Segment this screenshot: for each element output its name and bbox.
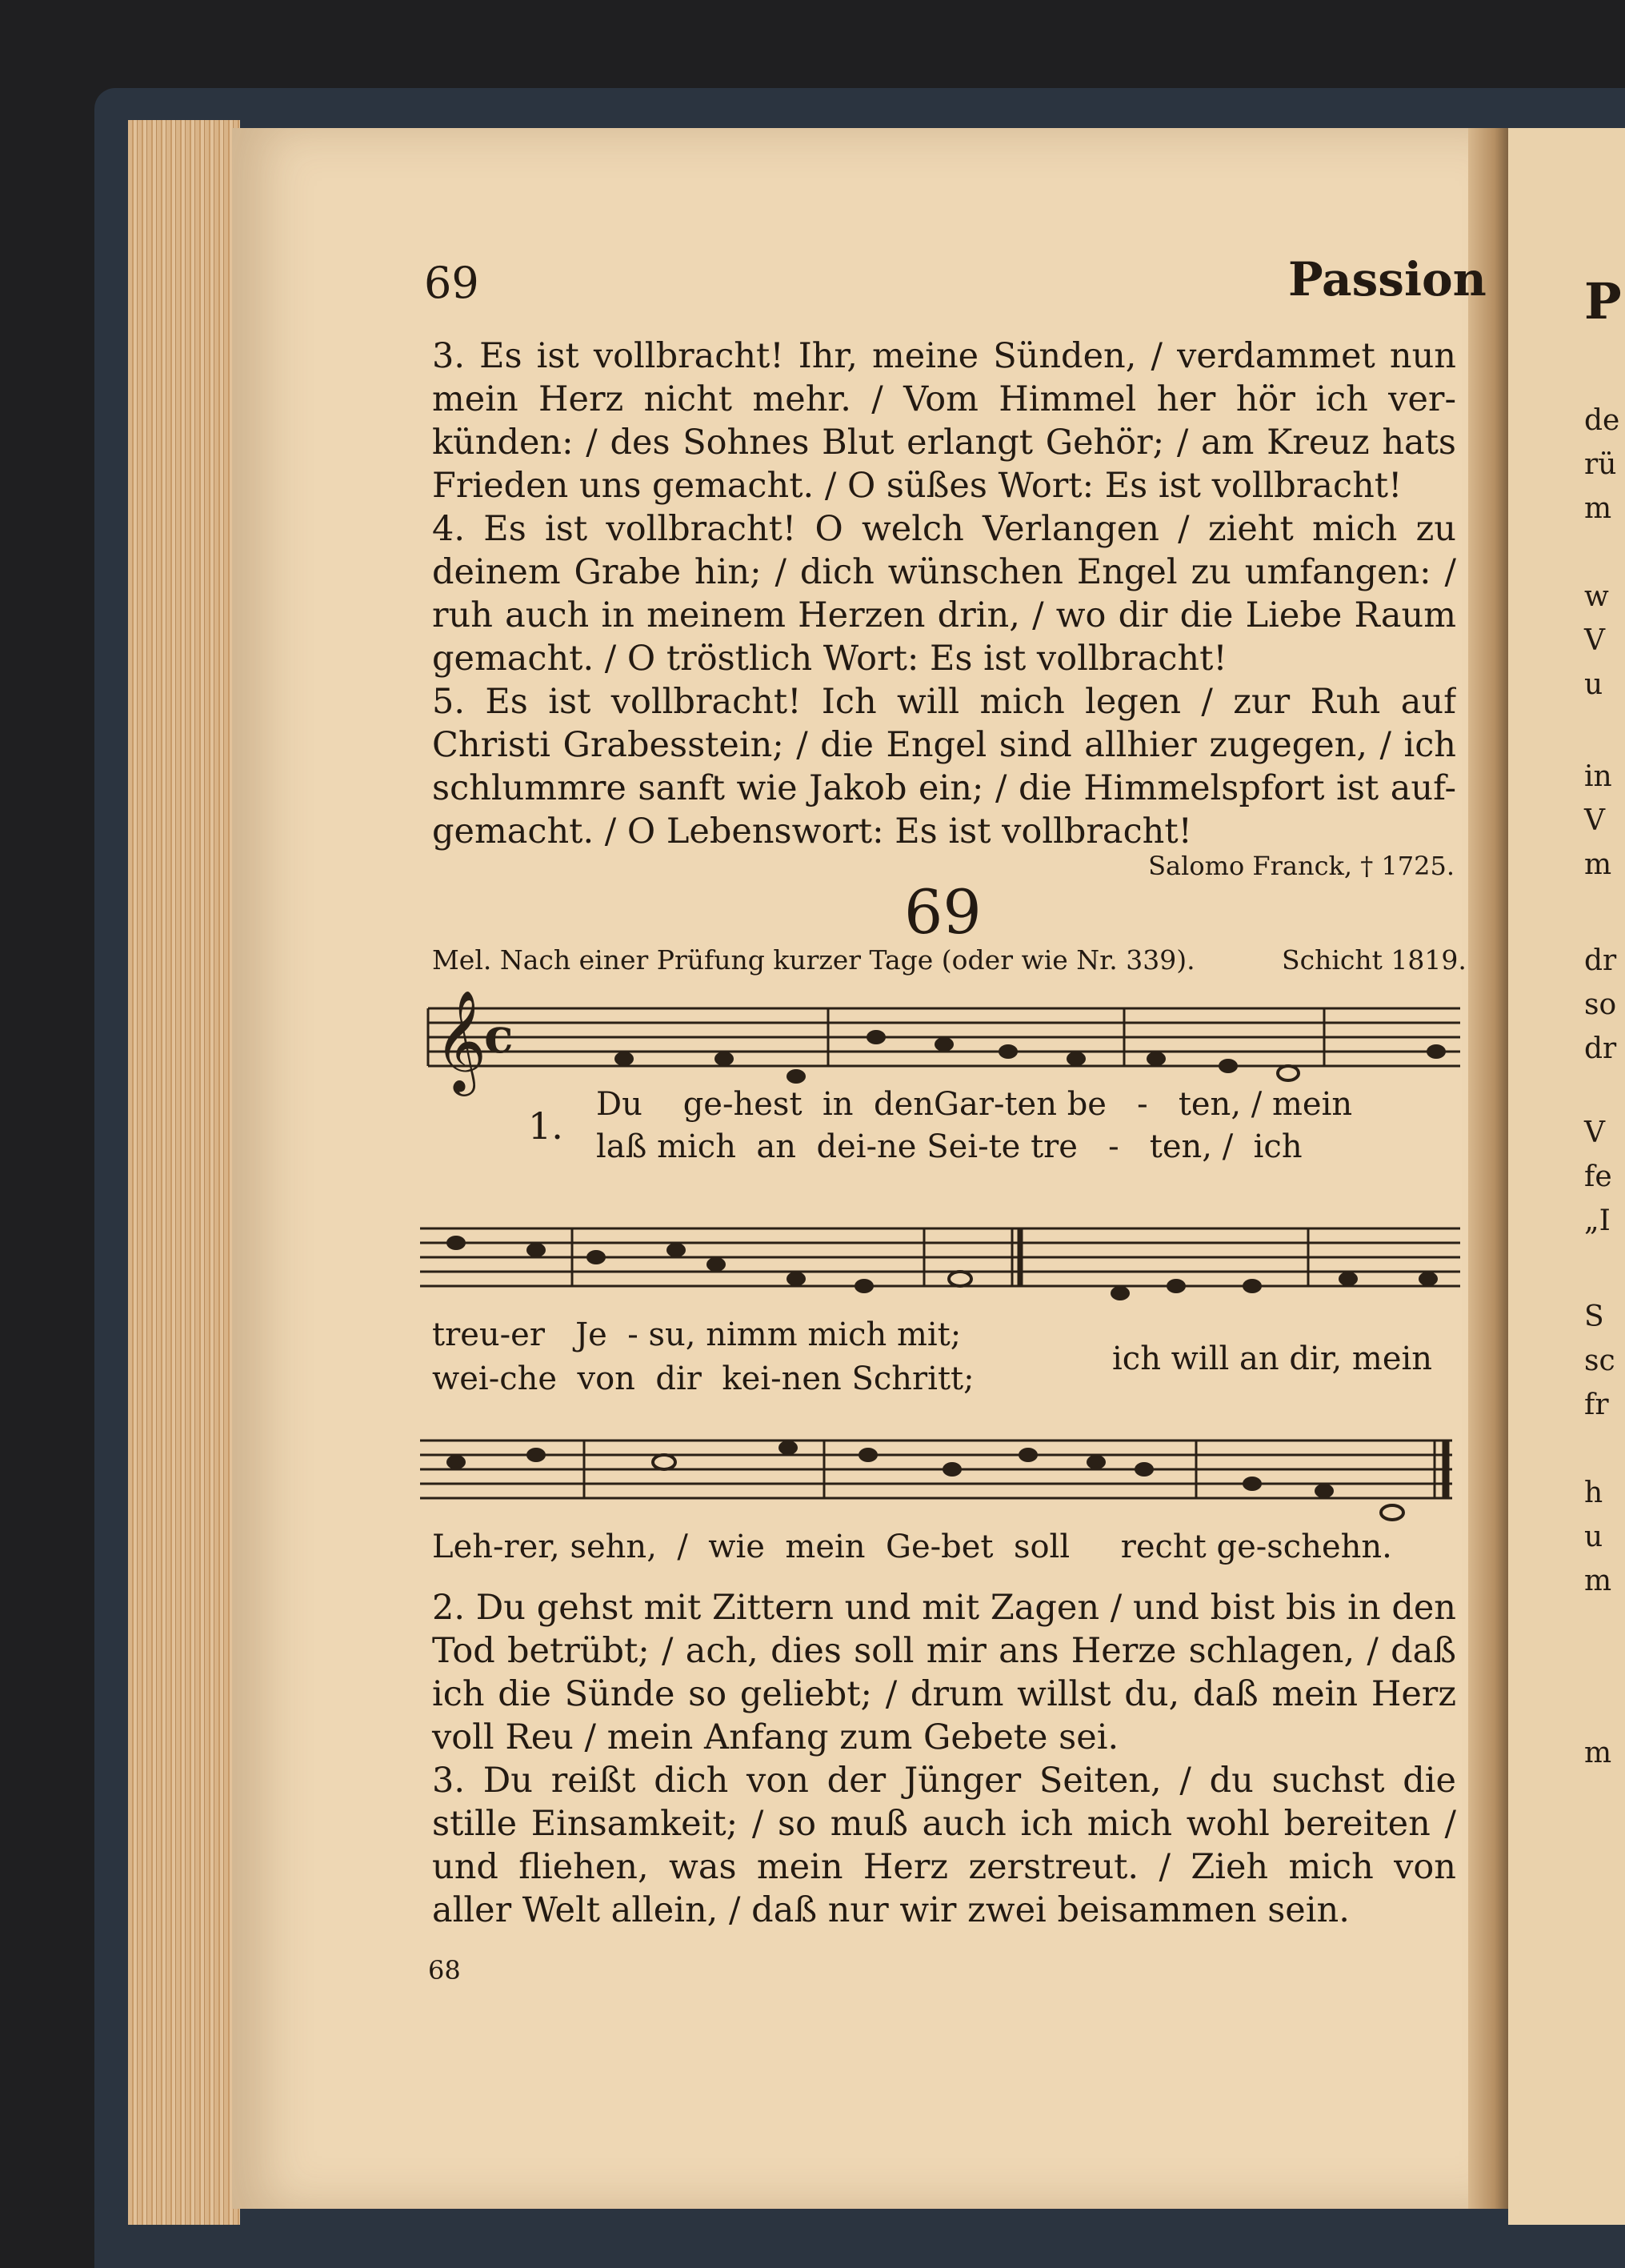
next-page-fragment: S xyxy=(1584,1300,1604,1333)
lyric-3: Leh-rer, sehn, / wie mein Ge-bet soll recht ge-schehn. xyxy=(432,1529,1392,1565)
next-page-fragment: dr xyxy=(1584,1032,1617,1065)
next-page-fragment: u xyxy=(1584,668,1603,701)
next-page-fragment: V xyxy=(1584,624,1605,657)
next-page-fragment: so xyxy=(1584,988,1617,1021)
next-page-fragment: m xyxy=(1584,492,1612,525)
next-page-fragment: de xyxy=(1584,404,1620,437)
next-page-fragment: rü xyxy=(1584,448,1617,481)
next-page-fragment: in xyxy=(1584,760,1612,793)
next-page-fragment: h xyxy=(1584,1477,1603,1509)
page-number: 69 xyxy=(424,258,479,308)
book-gutter xyxy=(1468,128,1512,2209)
verse-3-bottom: 3. Du reißt dich von der Jünger Seiten, / du suchst die stille Einsamkeit; / so muß auch ich mich wohl bereiten / und fliehen, was mein Herz zerstreut. / Zieh mich von aller Welt allein, / daß nur wir zwei beisammen sein. xyxy=(432,1761,1456,1930)
section-title: Passion xyxy=(1288,252,1487,307)
next-page-fragment: „I xyxy=(1584,1204,1611,1237)
next-page-fragment: P xyxy=(1584,272,1622,331)
svg-text:𝄞: 𝄞 xyxy=(434,989,487,1092)
music-staff-1 xyxy=(420,984,1460,1096)
verse-5: 5. Es ist vollbracht! Ich will mich legen / zur Ruh auf Christi Grabesstein; / die Engel sind allhier zugegen, / ich schlummre sanft wie Jakob ein; / die Himmelspfort ist auf-gemacht. / O Lebenswort: Es ist vollbracht! xyxy=(432,682,1456,852)
lyric-2b: wei-che von dir kei-nen Schritt; xyxy=(432,1360,975,1397)
music-staff-3 xyxy=(420,1416,1460,1545)
svg-text:c: c xyxy=(484,1008,514,1064)
next-page-fragment: fe xyxy=(1584,1160,1612,1193)
lyric-1b: laß mich an dei-ne Sei-te tre - ten, / ich xyxy=(596,1128,1303,1165)
next-page-fragment: m xyxy=(1584,1565,1612,1597)
verse-number: 1. xyxy=(528,1104,563,1148)
verse-3: 3. Es ist vollbracht! Ihr, meine Sünden, / verdammet nun mein Herz nicht mehr. / Vom Himmel her hör ich ver-künden: / des Sohnes Blut erlangt Gehör; / am Kreuz hats Frieden uns gemacht. / O süßes Wort: Es ist vollbracht! xyxy=(432,336,1456,506)
next-page-fragment: V xyxy=(1584,804,1605,837)
verse-4: 4. Es ist vollbracht! O welch Verlangen / zieht mich zu deinem Grabe hin; / dich wünschen Engel zu umfangen: / ruh auch in meinem Herzen drin, / wo dir die Liebe Raum gemacht. / O tröstlich Wort: Es ist vollbracht! xyxy=(432,509,1456,679)
author-credit: Salomo Franck, † 1725. xyxy=(1148,851,1455,881)
footer-number: 68 xyxy=(428,1955,461,1986)
next-page-fragment: m xyxy=(1584,848,1612,881)
next-page-fragment: u xyxy=(1584,1521,1603,1553)
hymn-number: 69 xyxy=(904,876,982,948)
melody-reference: Mel. Nach einer Prüfung kurzer Tage (oder wie Nr. 339). xyxy=(432,944,1195,976)
next-page-fragment: dr xyxy=(1584,944,1617,977)
next-page-fragment: w xyxy=(1584,580,1609,613)
page-edges xyxy=(128,120,240,2225)
next-page-fragment: fr xyxy=(1584,1388,1609,1421)
verse-2: 2. Du gehst mit Zittern und mit Zagen / und bist bis in den Tod betrübt; / ach, dies soll mir ans Herze schlagen, / daß ich die Sünde so geliebt; / drum willst du, daß mein Herz voll Reu / mein Anfang zum Gebete sei. xyxy=(432,1588,1456,1757)
lyric-2a: treu-er Je - su, nimm mich mit; xyxy=(432,1316,962,1353)
next-page-fragment: m xyxy=(1584,1737,1612,1769)
next-page-fragment: sc xyxy=(1584,1344,1615,1377)
melody-credit: Schicht 1819. xyxy=(1282,944,1467,976)
lyric-1a: Du ge-hest in denGar-ten be - ten, / mein xyxy=(596,1086,1353,1123)
lyric-2-right: ich will an dir, mein xyxy=(1112,1340,1433,1377)
next-page-fragment: V xyxy=(1584,1116,1605,1149)
music-staff-2 xyxy=(420,1204,1460,1316)
